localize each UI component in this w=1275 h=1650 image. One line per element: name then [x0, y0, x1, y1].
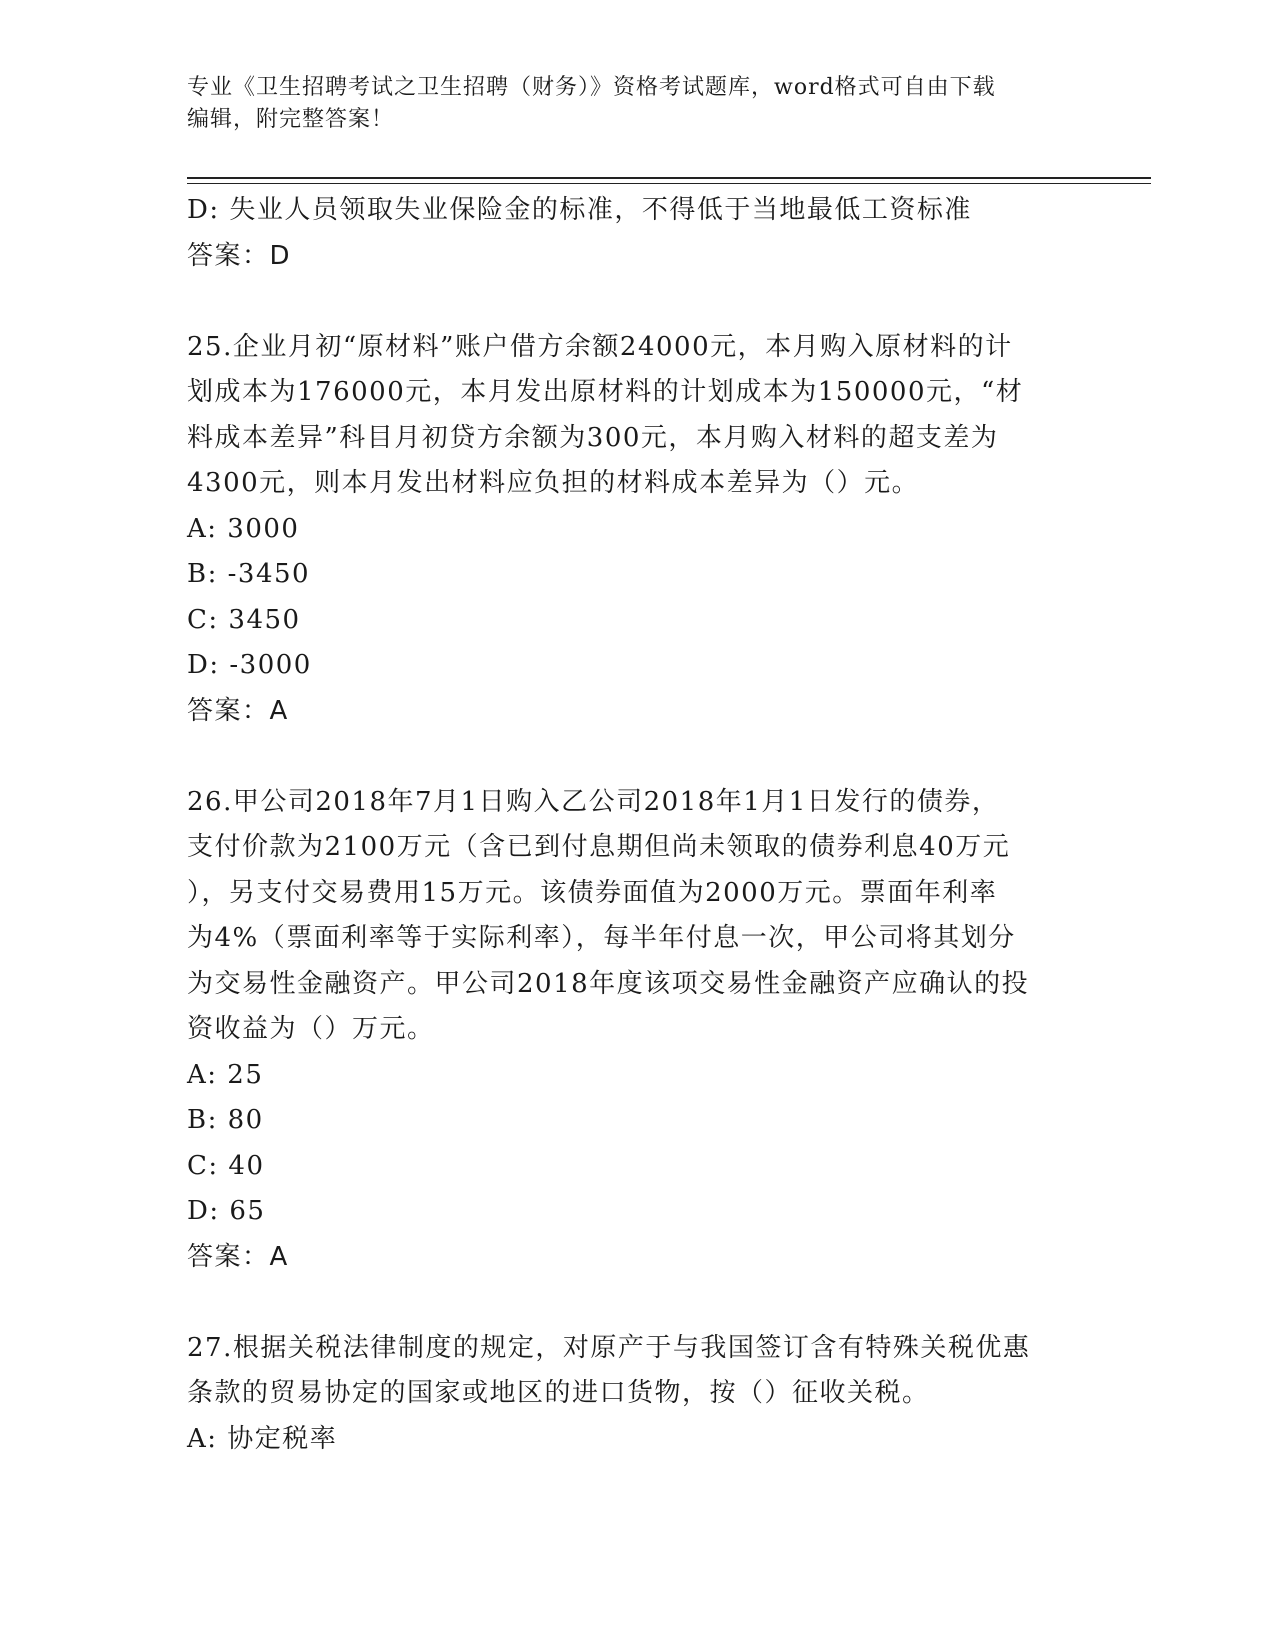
- header-line-1: 专业《卫生招聘考试之卫生招聘（财务）》资格考试题库，word格式可自由下载: [187, 75, 996, 100]
- q27-option-a: A: 协定税率: [187, 1423, 338, 1454]
- q25-option-c: C: 3450: [187, 604, 301, 635]
- q26-option-c: C: 40: [187, 1150, 265, 1181]
- q25-option-b: B: -3450: [187, 559, 311, 589]
- q26-option-d: D: 65: [187, 1196, 266, 1226]
- q25-option-a: A: 3000: [187, 513, 300, 544]
- document-body: [187, 188, 1087, 1462]
- q26-option-a: A: 25: [187, 1059, 264, 1090]
- q25-text-line: 4300元，则本月发出材料应负担的材料成本差异为（）元。: [187, 468, 920, 498]
- q25-option-d: D: -3000: [187, 650, 312, 680]
- q26-option-b: B: 80: [187, 1105, 264, 1135]
- header-divider-thick: [187, 177, 1151, 179]
- q26-text-line: 支付价款为2100万元（含已到付息期但尚未领取的债券利息40万元: [187, 832, 1011, 862]
- q27-text-line: 条款的贸易协定的国家或地区的进口货物，按（）征收关税。: [187, 1378, 930, 1408]
- q25-text-line: 料成本差异”科目月初贷方余额为300元，本月购入材料的超支差为: [187, 422, 999, 453]
- q25-text-line: 划成本为176000元，本月发出原材料的计划成本为150000元，“材: [187, 377, 1024, 407]
- q26-text-line: 为交易性金融资产。甲公司2018年度该项交易性金融资产应确认的投: [187, 968, 1030, 999]
- q24-answer: 答案：D: [187, 240, 292, 271]
- q26-answer: 答案：A: [187, 1241, 289, 1272]
- question-spacer: [187, 1280, 1087, 1326]
- q27-text-line: 27.根据关税法律制度的规定，对原产于与我国签订含有特殊关税优惠: [187, 1332, 1031, 1363]
- header-line-2: 编辑，附完整答案！: [187, 107, 395, 132]
- q26-text-line: ），另支付交易费用15万元。该债券面值为2000万元。票面年利率: [187, 877, 998, 908]
- q26-text-line: 26.甲公司2018年7月1日购入乙公司2018年1月1日发行的债券，: [187, 786, 1000, 817]
- question-spacer: [187, 279, 1087, 325]
- q25-answer: 答案：A: [187, 695, 289, 726]
- q26-text-line: 为4%（票面利率等于实际利率），每半年付息一次，甲公司将其划分: [187, 923, 1016, 953]
- question-spacer: [187, 734, 1087, 780]
- q26-text-line: 资收益为（）万元。: [187, 1014, 435, 1044]
- document-header: [187, 72, 1087, 136]
- q25-text-line: 25.企业月初“原材料”账户借方余额24000元，本月购入原材料的计: [187, 331, 1013, 362]
- header-divider-thin: [187, 183, 1151, 184]
- q24-option-d: D: 失业人员领取失业保险金的标准，不得低于当地最低工资标准: [187, 195, 972, 225]
